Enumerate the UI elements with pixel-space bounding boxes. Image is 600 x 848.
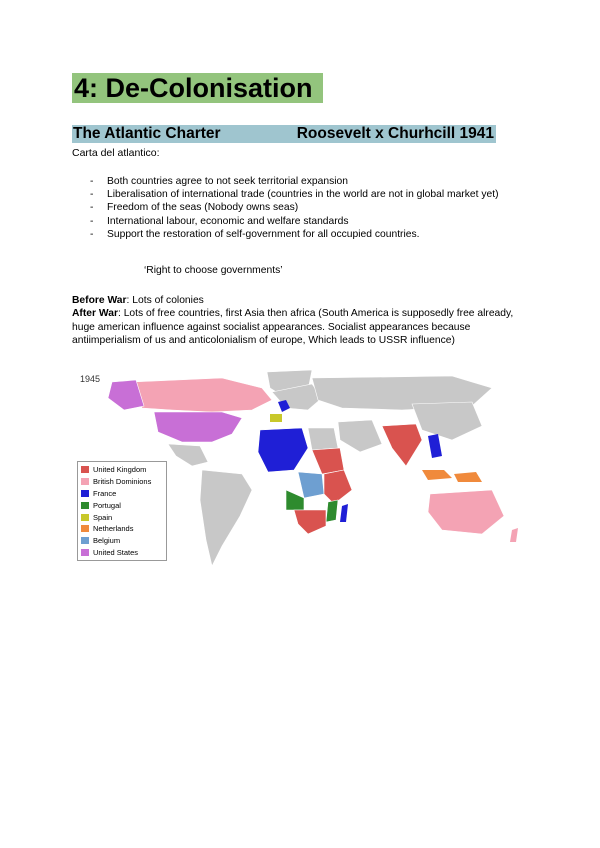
charter-points-list bbox=[72, 175, 522, 241]
section-heading-right: Roosevelt x Churhcill 1941 bbox=[296, 125, 494, 142]
list-item: - Freedom of the seas (Nobody owns seas) bbox=[72, 201, 522, 214]
before-war-label: Before War bbox=[72, 295, 127, 306]
legend-item: United States bbox=[81, 547, 163, 559]
list-item: - Both countries agree to not seek territorial expansion bbox=[72, 175, 522, 188]
list-item: - Support the restoration of self-government for all occupied countries. bbox=[72, 228, 522, 241]
legend-swatch bbox=[81, 502, 89, 509]
list-item: - Liberalisation of international trade (countries in the world are not in global market yet) bbox=[72, 188, 522, 201]
before-war-text: : Lots of colonies bbox=[126, 295, 204, 306]
intro-text: Carta del atlantico: bbox=[72, 147, 160, 159]
legend-item: Netherlands bbox=[81, 523, 163, 535]
section-heading-left: The Atlantic Charter bbox=[73, 125, 221, 142]
war-paragraph bbox=[72, 294, 532, 347]
after-war-label: After War bbox=[72, 308, 118, 320]
legend-item: Portugal bbox=[81, 499, 163, 511]
after-war-text: : Lots of free countries, first Asia then africa (South America is supposedly free already, huge american influence against socialist appearances. Socialist appearances because antiimperialism of us and anticolonialism of europe, Which leads to USSR influence) bbox=[72, 308, 514, 346]
legend-swatch bbox=[81, 549, 89, 556]
legend-swatch bbox=[81, 537, 89, 544]
map-legend bbox=[77, 461, 167, 561]
map-year: 1945 bbox=[80, 374, 101, 384]
legend-item: United Kingdom bbox=[81, 464, 163, 476]
quote-text: ‘Right to choose governments’ bbox=[144, 265, 283, 276]
legend-item: British Dominions bbox=[81, 476, 163, 488]
page-title: 4: De-Colonisation bbox=[72, 73, 323, 103]
legend-item: Belgium bbox=[81, 535, 163, 547]
legend-item: France bbox=[81, 488, 163, 500]
legend-swatch bbox=[81, 466, 89, 473]
legend-swatch bbox=[81, 490, 89, 497]
legend-swatch bbox=[81, 525, 89, 532]
legend-swatch bbox=[81, 478, 89, 485]
legend-swatch bbox=[81, 514, 89, 521]
section-heading bbox=[72, 125, 496, 143]
list-item: - International labour, economic and welfare standards bbox=[72, 215, 522, 228]
legend-item: Spain bbox=[81, 511, 163, 523]
